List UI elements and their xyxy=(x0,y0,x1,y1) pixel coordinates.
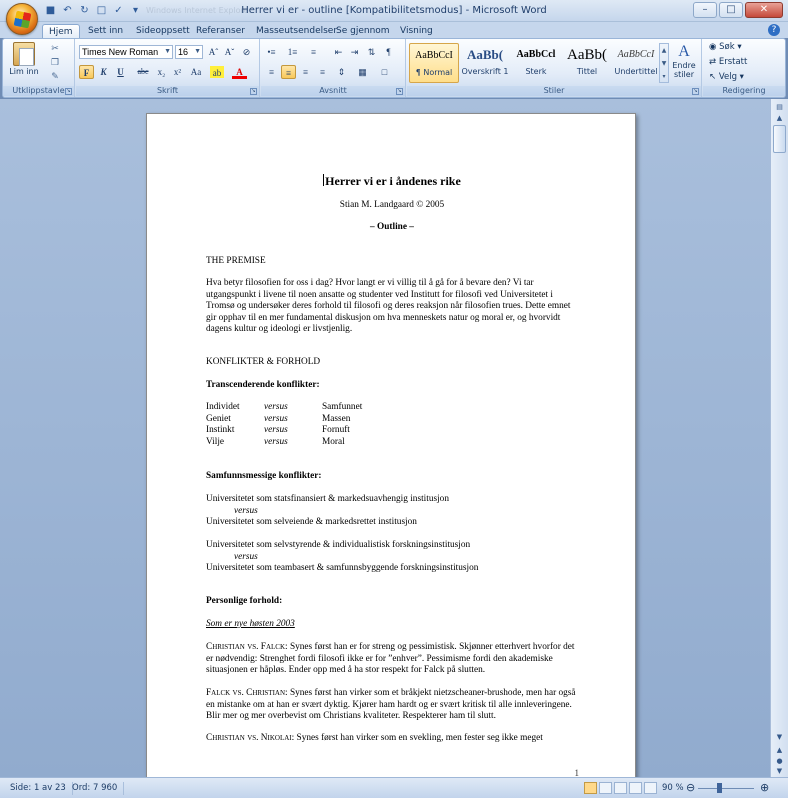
conflict-right: Samfunnet xyxy=(322,402,363,412)
style-sample: AaBbCcI xyxy=(617,49,655,60)
change-styles-icon: A xyxy=(678,43,690,60)
superscript-button[interactable]: x² xyxy=(173,67,182,77)
show-marks-icon[interactable]: ¶ xyxy=(386,47,391,57)
minimize-button[interactable]: – xyxy=(693,2,717,18)
font-launcher-icon[interactable]: ↘ xyxy=(251,88,256,94)
ribbon-tabs xyxy=(0,22,788,38)
relation-entry[interactable] xyxy=(206,733,578,745)
personal-heading[interactable]: Personlige forhold: xyxy=(206,596,283,606)
style-sample: AaBbCcl xyxy=(516,49,556,60)
italic-button[interactable]: K xyxy=(100,67,107,77)
zoom-slider-track[interactable] xyxy=(698,788,754,789)
societal-right: Universitetet som selveiende & markedsrettet institusjon xyxy=(206,517,417,528)
previous-page-icon[interactable]: ▲ xyxy=(776,746,783,754)
outline-view-icon[interactable] xyxy=(629,782,642,794)
conflict-row[interactable] xyxy=(206,425,578,437)
status-bar xyxy=(0,777,788,798)
style-sample: AaBb( xyxy=(466,47,504,62)
relation-names: Falck vs. Christian: xyxy=(206,688,288,698)
underline-button[interactable]: U xyxy=(117,67,124,77)
spelling-icon[interactable]: ✓ xyxy=(114,5,123,16)
multilevel-list-icon[interactable]: ≡ xyxy=(310,47,317,57)
societal-versus-line xyxy=(206,552,578,564)
replace-icon: ⇄ xyxy=(709,57,717,67)
premise-paragraph[interactable]: Hva betyr filosofien for oss i dag? Hvor langt er vi villig til å gå for å bevare den? Vi tar utgangspunkt i livene til noen ansatte og studenter ved Institutt for filosofi ved Universitetet i Tromsø og undersøker deres forhold til filosofi og deres reaksjon når filosofien trues. Dette emnet gir opphav til en mer fundamental diskusjon om hva menneskets natur og moral er, og hvorvidt dagens kultur og ideologi er livstjenlig. xyxy=(206,278,571,335)
style-sample: AaBbCcI xyxy=(415,50,453,61)
word-count[interactable]: Ord: 7 960 xyxy=(66,782,124,795)
style-name: Overskrift 1 xyxy=(461,67,509,76)
maximize-button[interactable]: □ xyxy=(719,2,743,18)
align-right-icon[interactable]: ≡ xyxy=(302,67,309,77)
styles-scroll[interactable]: ▲ ▼ ▾ xyxy=(659,43,669,83)
paste-label: Lim inn xyxy=(9,67,39,76)
scroll-up-icon[interactable]: ▲ xyxy=(776,114,783,122)
conflict-row[interactable] xyxy=(206,414,578,426)
line-spacing-icon[interactable]: ⇕ xyxy=(337,67,346,77)
change-styles-label: Endre stiler xyxy=(672,61,696,79)
highlight-icon[interactable]: ab xyxy=(210,66,224,78)
format-painter-icon[interactable]: ✎ xyxy=(51,72,59,82)
paragraph-launcher-icon[interactable]: ↘ xyxy=(397,88,402,94)
clipboard-launcher-icon[interactable]: ↘ xyxy=(66,88,71,94)
conflict-row[interactable] xyxy=(206,437,578,449)
conflict-right: Moral xyxy=(322,436,345,447)
copy-icon[interactable]: ❐ xyxy=(50,58,60,68)
societal-versus: versus xyxy=(234,551,258,562)
page-indicator[interactable]: Side: 1 av 23 xyxy=(4,782,73,795)
window-controls xyxy=(693,2,783,18)
conflict-versus: versus xyxy=(264,425,288,436)
find-button[interactable]: ◉ Søk ▾ xyxy=(709,42,742,52)
subscript-button[interactable]: x₂ xyxy=(157,67,166,77)
style-name: Sterk xyxy=(525,67,547,76)
sort-icon[interactable]: ⇅ xyxy=(367,47,376,57)
relation-text: Synes først han virker som en svekling, men fester seg ikke meget xyxy=(296,733,543,743)
increase-indent-icon[interactable]: ⇥ xyxy=(350,47,359,57)
decrease-indent-icon[interactable]: ⇤ xyxy=(334,47,343,57)
web-layout-view-icon[interactable] xyxy=(614,782,627,794)
styles-group-label: Stiler xyxy=(407,86,701,96)
relation-names: Christian vs. Nikolai: xyxy=(206,733,295,743)
styles-gallery xyxy=(409,43,661,83)
relation-text: Synes først han er for streng og pessimistisk. Skjønner etterhvert hvorfor det er nødvendig: Strenghet fordi filosofi ikke er for ”enhver”. Pessimisme fordi den akademiske situasjonen er håpløs. Ender opp med å ha stor respekt for Falck på slutten. xyxy=(206,642,575,676)
season-subheading[interactable]: Som er nye høsten 2003 xyxy=(206,619,295,629)
societal-left: Universitetet som statsfinansiert & markedsuavhengig institusjon xyxy=(206,494,449,504)
zoom-level[interactable]: 90 % xyxy=(662,783,684,793)
clipboard-group-label: Utklippstavle xyxy=(3,86,74,96)
tab-masseutsendelser[interactable]: Masseutsendelser xyxy=(256,26,338,36)
document-title-text: Herrer vi er i åndenes rike xyxy=(325,174,461,188)
title-bar xyxy=(0,0,788,22)
style-subtitle[interactable] xyxy=(611,43,661,83)
find-label: Søk xyxy=(719,42,735,52)
conflict-right: Massen xyxy=(322,413,351,424)
scroll-thumb[interactable] xyxy=(773,125,786,153)
relation-entry[interactable] xyxy=(206,642,578,677)
style-sample: AaBb( xyxy=(567,47,607,63)
select-label: Velg xyxy=(718,72,737,82)
borders-icon[interactable]: □ xyxy=(381,67,388,77)
conflict-left: Instinkt xyxy=(206,425,235,436)
relation-entry[interactable] xyxy=(206,688,578,723)
premise-heading[interactable]: THE PREMISE xyxy=(206,256,266,266)
browse-object-icon[interactable]: ● xyxy=(776,757,783,765)
redo-icon[interactable]: ↻ xyxy=(80,5,89,16)
paragraph-group-label: Avsnitt xyxy=(261,86,405,96)
next-page-icon[interactable]: ▼ xyxy=(776,767,783,775)
conflict-left: Geniet xyxy=(206,413,231,424)
tab-referanser[interactable]: Referanser xyxy=(196,26,245,36)
align-left-icon[interactable]: ≡ xyxy=(268,67,275,77)
paragraph-group xyxy=(261,39,406,97)
tab-sett-inn[interactable]: Sett inn xyxy=(88,26,124,36)
font-name-value: Times New Roman xyxy=(82,47,159,57)
paste-button[interactable] xyxy=(7,42,41,84)
societal-versus-line xyxy=(206,506,578,518)
justify-icon[interactable]: ≡ xyxy=(319,67,326,77)
societal-left: Universitetet som selvstyrende & individualistisk forskningsinstitusjon xyxy=(206,540,471,550)
full-screen-view-icon[interactable] xyxy=(599,782,612,794)
tab-sideoppsett[interactable]: Sideoppsett xyxy=(136,26,190,36)
font-group xyxy=(76,39,260,97)
undo-icon[interactable]: ↶ xyxy=(63,5,72,16)
chevron-down-icon: ▼ xyxy=(194,48,201,55)
paste-icon xyxy=(13,42,35,66)
strikethrough-button[interactable]: abc xyxy=(137,67,149,76)
print-preview-icon[interactable]: □ xyxy=(96,5,107,16)
vertical-scrollbar[interactable] xyxy=(770,99,788,777)
font-group-label: Skrift xyxy=(76,86,259,96)
scroll-down-icon[interactable]: ▼ xyxy=(776,733,783,741)
page-number: 1 xyxy=(574,768,579,777)
style-heading1[interactable] xyxy=(460,43,510,83)
shrink-font-button[interactable]: Aˇ xyxy=(224,47,235,57)
transcendent-heading[interactable]: Transcenderende konflikter: xyxy=(206,380,320,390)
societal-versus: versus xyxy=(234,505,258,516)
document-workarea[interactable] xyxy=(0,99,770,777)
zoom-in-icon[interactable]: ⊕ xyxy=(760,781,770,794)
style-title[interactable] xyxy=(562,43,612,83)
conflicts-table xyxy=(206,402,578,448)
styles-launcher-icon[interactable]: ↘ xyxy=(693,88,698,94)
font-size-value: 16 xyxy=(178,47,189,57)
change-case-button[interactable]: Aa xyxy=(190,67,202,77)
cut-icon[interactable]: ✂ xyxy=(51,44,59,54)
chevron-down-icon: ▼ xyxy=(164,48,171,55)
conflict-right: Fornuft xyxy=(322,425,350,436)
conflict-left: Vilje xyxy=(206,436,225,447)
quick-access-toolbar xyxy=(42,4,256,19)
font-size-combo[interactable] xyxy=(175,45,203,59)
shading-icon[interactable]: ▦ xyxy=(358,67,367,77)
style-strong[interactable] xyxy=(511,43,561,83)
align-center-icon[interactable]: ≡ xyxy=(281,65,296,79)
tab-hjem[interactable]: Hjem xyxy=(42,24,80,38)
office-button[interactable] xyxy=(6,3,38,35)
ribbon xyxy=(2,38,786,98)
change-styles-button[interactable] xyxy=(669,43,699,83)
societal-conflict[interactable] xyxy=(206,540,578,575)
close-button[interactable]: ✕ xyxy=(745,2,783,18)
conflict-row[interactable] xyxy=(206,402,578,414)
conflict-versus: versus xyxy=(264,436,288,447)
relation-names: Christian vs. Falck: xyxy=(206,642,288,652)
relation-text: Synes først han virker som et bråkjekt nietzscheaner-brushode, men har også en mistanke om at han er svært dyktig. Kjører ham hardt og er svært kritisk til alle innleveringene. Blir mer og mer overbevist om Christians kvaliteter. Respekterer ham til slutt. xyxy=(206,688,576,722)
bullets-icon[interactable]: •≡ xyxy=(267,47,276,57)
conflict-versus: versus xyxy=(264,402,288,412)
font-color-icon[interactable]: A xyxy=(232,65,247,79)
replace-label: Erstatt xyxy=(718,57,748,67)
style-name: Undertittel xyxy=(614,67,658,76)
clear-format-icon[interactable]: ⊘ xyxy=(242,47,251,57)
societal-right: Universitetet som teambasert & samfunnsbyggende forskningsinstitusjon xyxy=(206,563,479,574)
document-outline-label[interactable]: – Outline – xyxy=(370,222,414,232)
style-name: ¶ Normal xyxy=(415,68,453,77)
clipboard-group xyxy=(3,39,75,97)
binoculars-icon: ◉ xyxy=(709,42,717,52)
tab-visning[interactable]: Visning xyxy=(400,26,433,36)
ruler-toggle-icon[interactable]: ▤ xyxy=(776,103,783,111)
save-icon[interactable]: ■ xyxy=(45,5,56,16)
zoom-slider-thumb[interactable] xyxy=(717,783,722,793)
tab-se-gjennom[interactable]: Se gjennom xyxy=(336,26,390,36)
document-title[interactable] xyxy=(206,174,578,188)
qat-overlay-text: Windows Internet Explorer xyxy=(146,6,252,15)
replace-button[interactable] xyxy=(709,57,747,67)
editing-group xyxy=(703,39,785,97)
document-page[interactable] xyxy=(146,113,636,777)
editing-group-label: Redigering xyxy=(703,86,785,96)
draft-view-icon[interactable] xyxy=(644,782,657,794)
cursor-icon: ↖ xyxy=(709,72,717,82)
help-icon[interactable]: ? xyxy=(768,24,780,36)
style-name: Tittel xyxy=(576,67,598,76)
document-author[interactable]: Stian M. Landgaard © 2005 xyxy=(339,200,445,210)
customize-qat-icon[interactable]: ▾ xyxy=(132,5,139,16)
numbering-icon[interactable]: 1≡ xyxy=(287,47,298,57)
societal-heading[interactable]: Samfunnsmessige konflikter: xyxy=(206,471,322,481)
style-normal[interactable] xyxy=(409,43,459,83)
select-button[interactable]: ↖ Velg ▾ xyxy=(709,72,744,82)
window-title: Herrer vi er - outline [Kompatibilitetsmodus] - Microsoft Word xyxy=(241,5,547,16)
print-layout-view-icon[interactable] xyxy=(584,782,597,794)
bold-button[interactable]: F xyxy=(79,65,94,79)
zoom-out-icon[interactable]: ⊖ xyxy=(686,781,696,794)
conflict-left: Individet xyxy=(206,402,240,412)
grow-font-button[interactable]: Aˆ xyxy=(208,47,219,57)
font-name-combo[interactable] xyxy=(79,45,173,59)
conflict-versus: versus xyxy=(264,413,288,424)
societal-conflict[interactable] xyxy=(206,494,578,529)
conflicts-heading[interactable]: KONFLIKTER & FORHOLD xyxy=(206,357,321,367)
